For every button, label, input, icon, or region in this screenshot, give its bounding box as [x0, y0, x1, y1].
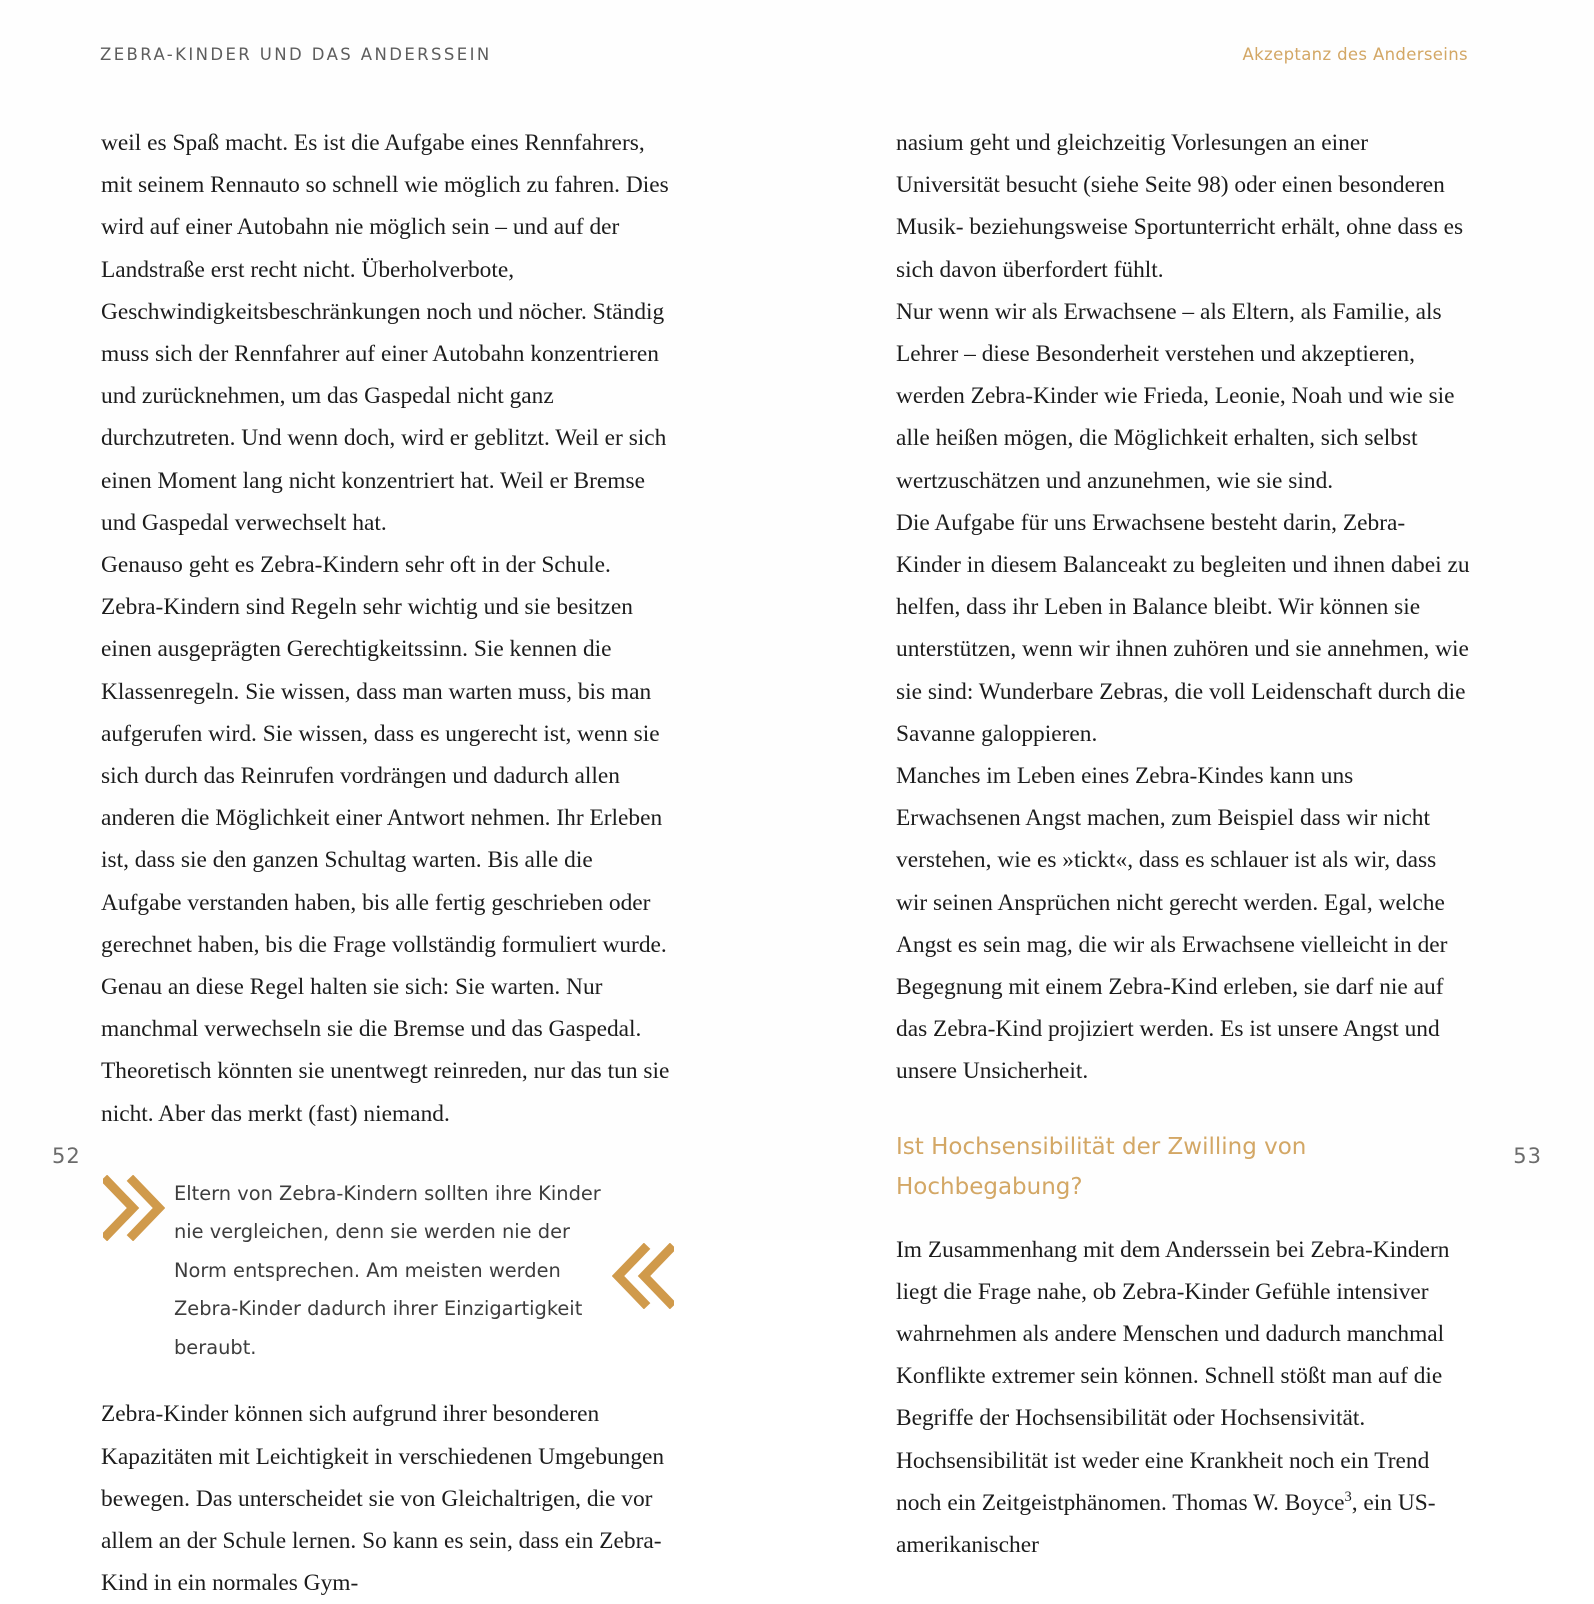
- paragraph-with-footnote: [896, 1440, 1470, 1567]
- pull-quote-text: Eltern von Zebra-Kindern sollten ihre Kinder nie vergleichen, denn sie werden nie der Norm entsprechen. Am meisten werden Zebra-Kinder dadurch ihrer Einzigartigkeit beraubt.: [174, 1181, 601, 1359]
- paragraph: nasium geht und gleichzeitig Vorlesungen an einer Universität besucht (siehe Seite 98) oder einen besonderen Musik- beziehungsweise Sportunterricht erhält, ohne dass es sich davon überfordert fühlt.: [896, 130, 1464, 283]
- double-chevron-left-icon: [612, 1243, 674, 1309]
- text-column-left: [101, 122, 675, 1604]
- paragraph: weil es Spaß macht. Es ist die Aufgabe eines Rennfahrers, mit seinem Rennauto so schnell wie möglich zu fahren. Dies wird auf einer Autobahn nie möglich sein – und auf der Landstraße erst recht nicht. Überholverbote, Geschwindigkeitsbeschränkungen noch und nöcher. Ständig muss sich der Rennfahrer auf einer Autobahn konzentrieren und zurücknehmen, um das Gaspedal nicht ganz durchzutreten. Und wenn doch, wird er geblitzt. Weil er sich einen Moment lang nicht konzentriert hat. Weil er Bremse und Gaspedal verwechselt hat.: [101, 130, 669, 536]
- page-number-right: 53: [1513, 1144, 1542, 1168]
- pull-quote: [101, 1169, 675, 1368]
- running-head-left: ZEBRA-KINDER UND DAS ANDERSSEIN: [100, 45, 492, 64]
- footnote-marker: 3: [1344, 1489, 1352, 1506]
- paragraph-text-after-footnote: , ein US-amerikanischer: [896, 1489, 1436, 1559]
- section-subheading: Ist Hochsensibilität der Zwilling von Hochbegabung?: [896, 1133, 1307, 1200]
- paragraph: Die Aufgabe für uns Erwachsene besteht darin, Zebra-Kinder in diesem Balanceakt zu begleiten und ihnen dabei zu helfen, dass ihr Leben in Balance bleibt. Wir können sie unterstützen, wenn wir ihnen zuhören und sie annehmen, wie sie sind: Wunderbare Zebras, die voll Leidenschaft durch die Savanne galoppieren.: [896, 509, 1470, 747]
- page-number-left: 52: [52, 1144, 81, 1168]
- paragraph-text-before-footnote: Hochsensibilität ist weder eine Krankheit noch ein Trend noch ein Zeitgeistphänomen. Thomas W. Boyce: [896, 1447, 1430, 1516]
- paragraph: Nur wenn wir als Erwachsene – als Eltern, als Familie, als Lehrer – diese Besonderheit verstehen und akzeptieren, werden Zebra-Kinder wie Frieda, Leonie, Noah und wie sie alle heißen mögen, die Möglichkeit erhalten, sich selbst wertzuschätzen und anzunehmen, wie sie sind.: [896, 298, 1455, 494]
- page-right: [797, 0, 1594, 1559]
- paragraph: Zebra-Kinder können sich aufgrund ihrer besonderen Kapazitäten mit Leichtigkeit in verschiedenen Umgebungen bewegen. Das unterscheidet sie von Gleichaltrigen, die vor allem an der Schule lernen. So kann es sein, dass ein Zebra-Kind in ein normales Gym-: [101, 1401, 665, 1597]
- text-column-right: [896, 122, 1470, 1566]
- running-head-right: Akzeptanz des Anderseins: [1242, 45, 1468, 64]
- paragraph: Manches im Leben eines Zebra-Kindes kann uns Erwachsenen Angst machen, zum Beispiel dass wir nicht verstehen, wie es »tickt«, dass es schlauer ist als wir, dass wir seinen Ansprüchen nicht gerecht werden. Egal, welche Angst es sein mag, die wir als Erwachsene vielleicht in der Begegnung mit einem Zebra-Kind erleben, sie darf nie auf das Zebra-Kind projiziert werden. Es ist unsere Angst und unsere Unsicherheit.: [896, 763, 1448, 1085]
- paragraph: Genauso geht es Zebra-Kindern sehr oft in der Schule. Zebra-Kindern sind Regeln sehr wichtig und sie besitzen einen ausgeprägten Gerechtigkeitssinn. Sie kennen die Klassenregeln. Sie wissen, dass man warten muss, bis man aufgerufen wird. Sie wissen, dass es ungerecht ist, wenn sie sich durch das Reinrufen vordrängen und dadurch allen anderen die Möglichkeit einer Antwort nehmen. Ihr Erleben ist, dass sie den ganzen Schultag warten. Bis alle die Aufgabe verstanden haben, bis alle fertig geschrieben oder gerechnet haben, bis die Frage vollständig formuliert wurde. Genau an diese Regel halten sie sich: Sie warten. Nur manchmal verwechseln sie die Bremse und das Gaspedal. Theoretisch könnten sie unentwegt reinreden, nur das tun sie nicht. Aber das merkt (fast) niemand.: [101, 552, 670, 1127]
- paragraph: Im Zusammenhang mit dem Anderssein bei Zebra-Kindern liegt die Frage nahe, ob Zebra-Kinder Gefühle intensiver wahrnehmen als andere Menschen und dadurch manchmal Konflikte extremer sein können. Schnell stößt man auf die Begriffe der Hochsensibilität oder Hochsensivität.: [896, 1236, 1450, 1432]
- page-left: [0, 0, 797, 1597]
